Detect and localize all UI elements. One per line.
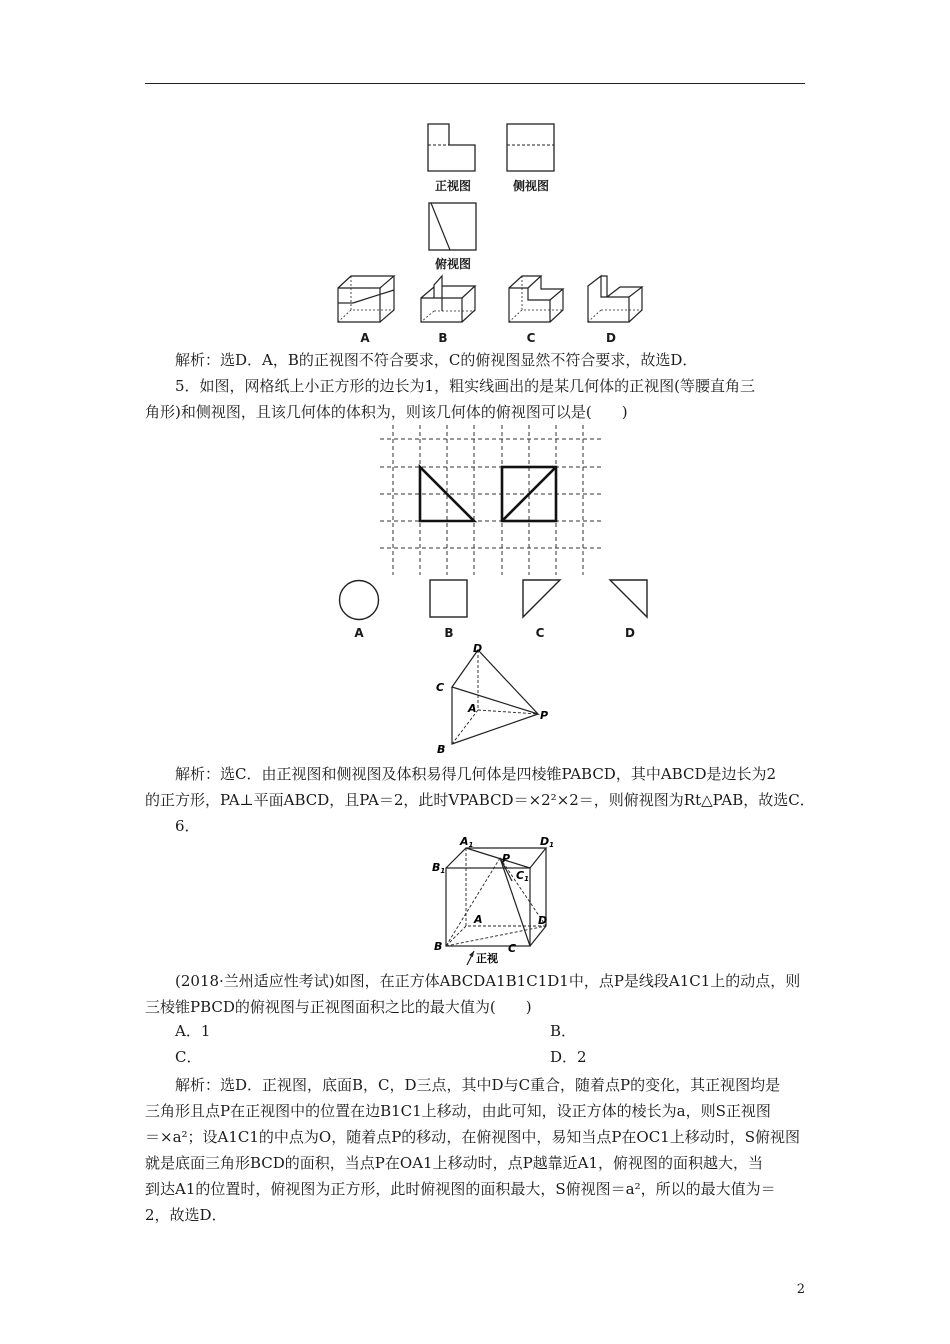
cube-label-c: C [508, 942, 517, 955]
cube-label-a: A [474, 913, 483, 926]
q4-option-b-label: B [438, 331, 448, 345]
cube-label-a1: A1 [460, 835, 474, 849]
pyramid-label-p: P [540, 709, 549, 722]
q6-option-c: C． [175, 1048, 202, 1066]
q6-solution-line3: ＝×a²；设A1C1的中点为O，随着点P的移动，在俯视图中，易知当点P在OC1上移动时，S俯视图 [145, 1128, 801, 1146]
q6-solution-line2: 三角形且点P在正视图中的位置在边B1C1上移动，由此可知，设正方体的棱长为a，则S正视图 [145, 1102, 771, 1120]
q6-option-d: D．2 [550, 1048, 587, 1066]
q6-option-a: A．1 [175, 1022, 211, 1040]
q6-cube-figure [430, 835, 560, 965]
q6-stem-line2: 三棱锥PBCD的俯视图与正视图面积之比的最大值为( ) [145, 998, 532, 1016]
q6-solution-line6: 2，故选D． [145, 1206, 227, 1224]
q4-option-a-solid [335, 273, 403, 325]
q4-option-c-label: C [526, 331, 536, 345]
cube-label-front: 正视 [476, 952, 498, 965]
q4-option-c-solid [506, 273, 572, 325]
q4-top-view-label: 俯视图 [434, 257, 471, 271]
cube-label-b: B [434, 940, 443, 953]
q6-stem-line1: (2018·兰州适应性考试)如图，在正方体ABCDA1B1C1D1中，点P是线段A1C1上的动点，则 [175, 972, 801, 990]
q4-option-d-label: D [606, 331, 616, 345]
q5-option-c-triangle [521, 578, 563, 620]
header-rule [145, 83, 805, 84]
q5-solution-line2: 的正方形，PA⊥平面ABCD，且PA＝2，此时VPABCD＝×2²×2＝，则俯视图为Rt△PAB，故选C． [145, 791, 815, 809]
q4-option-d-solid [585, 273, 651, 325]
q5-option-a-circle [336, 578, 382, 624]
q5-option-b-label: B [444, 626, 454, 640]
cube-label-d1: D1 [540, 835, 555, 849]
pyramid-label-a: A [468, 702, 477, 715]
q6-solution-line4: 就是底面三角形BCD的面积，当点P在OA1上移动时，点P越靠近A1，俯视图的面积越大，当 [145, 1154, 764, 1172]
q4-front-view-label: 正视图 [434, 179, 471, 193]
q5-grid-views [380, 425, 602, 575]
q6-number: 6． [175, 817, 200, 835]
pyramid-label-d: D [473, 642, 483, 655]
cube-label-b1: B1 [432, 861, 446, 875]
q5-option-c-label: C [535, 626, 545, 640]
q5-option-d-triangle [608, 578, 650, 620]
page-number: 2 [796, 1282, 805, 1297]
q5-stem-line2: 角形)和侧视图，且该几何体的体积为，则该几何体的俯视图可以是( ) [145, 403, 628, 421]
q6-solution-line5: 到达A1的位置时，俯视图为正方形，此时俯视图的面积最大，S俯视图＝a²，所以的最大值为＝ [145, 1180, 776, 1198]
q4-side-view-label: 侧视图 [512, 179, 549, 193]
q6-solution-line1: 解析：选D．正视图，底面B，C，D三点，其中D与C重合，随着点P的变化，其正视图均是 [175, 1076, 781, 1094]
cube-label-p: P [502, 852, 511, 865]
cube-label-d: D [538, 914, 548, 927]
q4-top-view [428, 202, 478, 252]
q5-option-a-label: A [354, 626, 364, 640]
cube-label-c1: C1 [516, 869, 529, 883]
pyramid-label-c: C [436, 681, 445, 694]
q4-option-b-solid [418, 273, 484, 325]
q4-front-view [427, 123, 479, 173]
q5-option-b-square [428, 578, 470, 620]
pyramid-label-b: B [437, 743, 446, 756]
q4-side-view [506, 123, 556, 173]
q6-option-b: B． [550, 1022, 577, 1040]
q5-option-d-label: D [625, 626, 635, 640]
q5-pyramid-figure [428, 640, 554, 756]
q5-solution-line1: 解析：选C．由正视图和侧视图及体积易得几何体是四棱锥PABCD，其中ABCD是边长为2 [175, 765, 777, 783]
q4-solution: 解析：选D．A，B的正视图不符合要求，C的俯视图显然不符合要求，故选D． [175, 351, 698, 369]
q4-option-a-label: A [360, 331, 370, 345]
q5-stem-line1: 5．如图，网格纸上小正方形的边长为1，粗实线画出的是某几何体的正视图(等腰直角三 [175, 377, 755, 395]
